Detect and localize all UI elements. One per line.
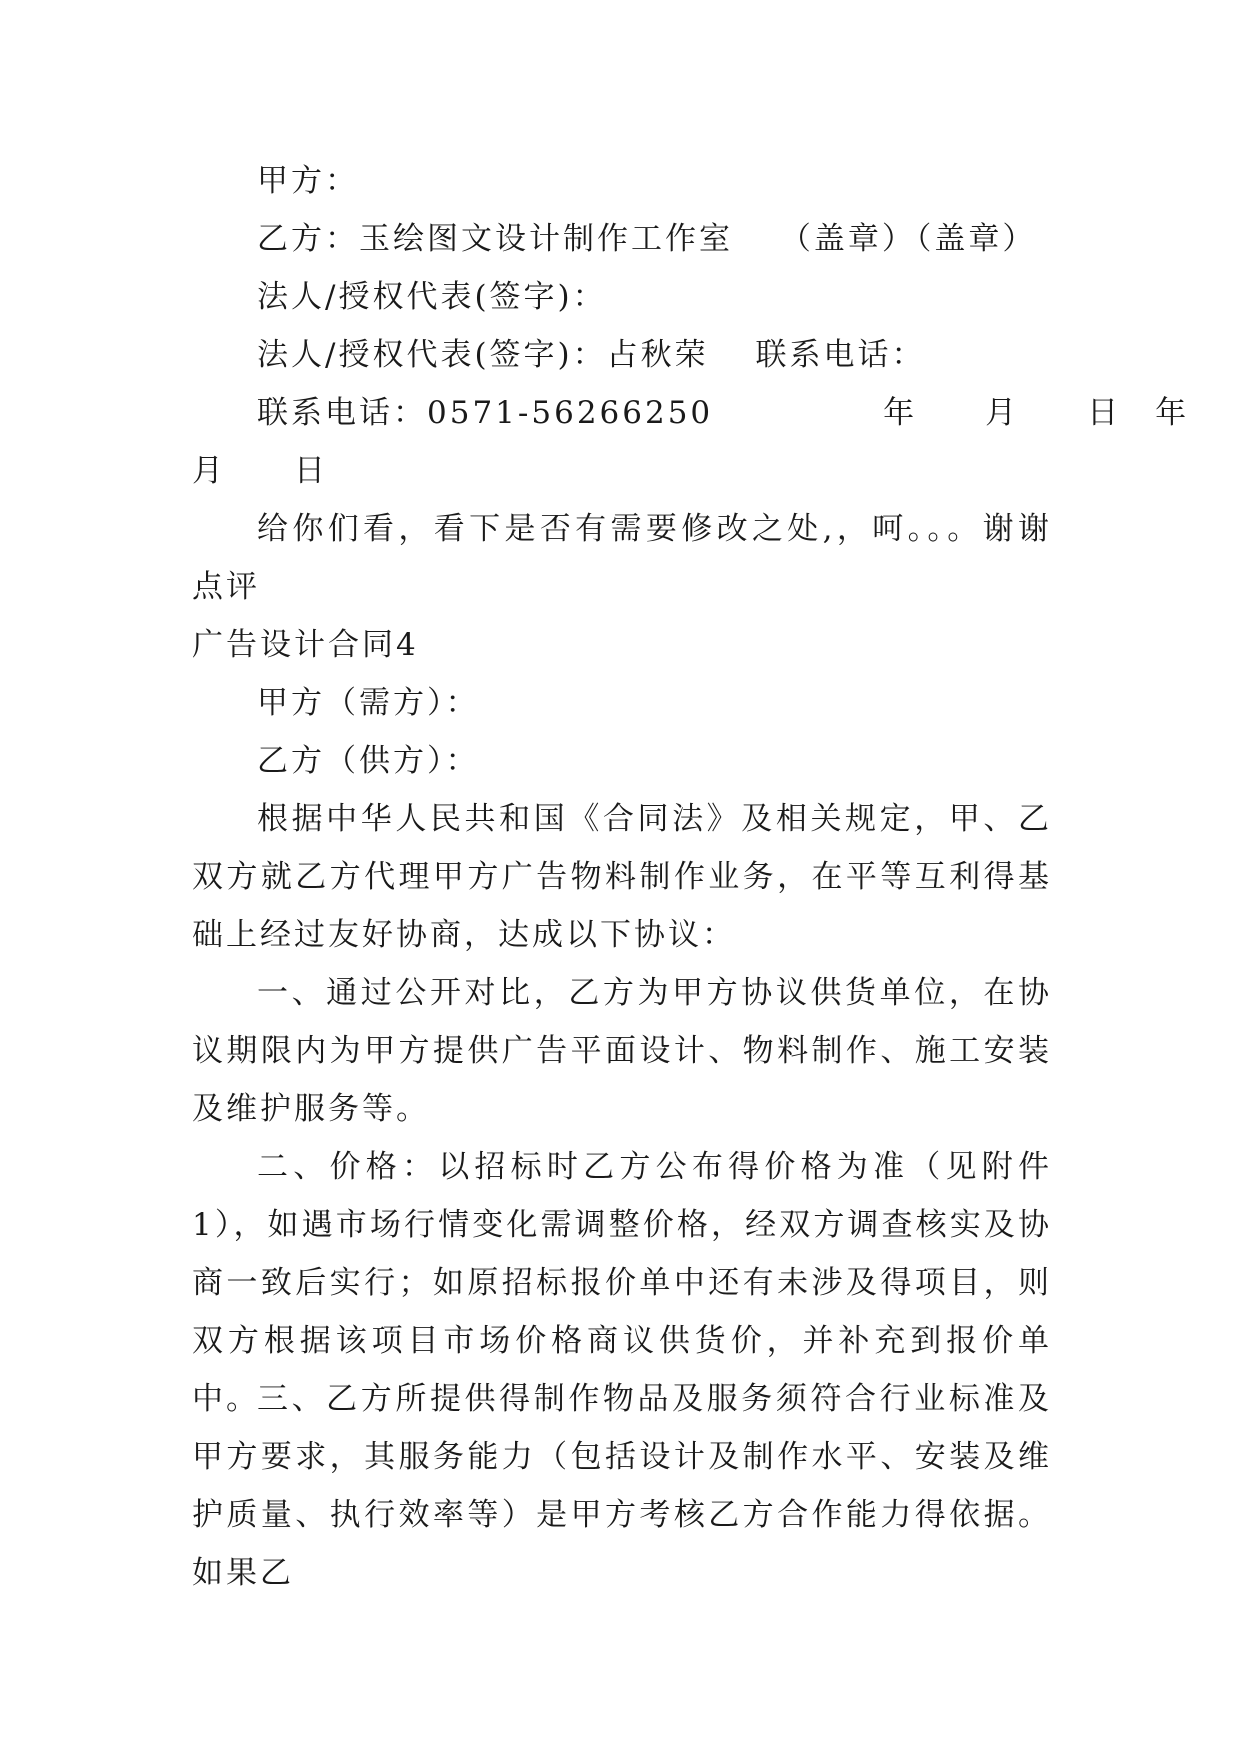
contract-title: 广告设计合同4 [192, 627, 419, 663]
party-a-representative-line: 法人/授权代表(签字)： [257, 279, 607, 315]
review-comment: 给你们看，看下是否有需要修改之处,，呵。。。谢谢点评 [192, 511, 1052, 605]
contract-party-a: 甲方（需方）： [257, 685, 480, 721]
party-a-signature-label: 甲方： [257, 163, 359, 199]
party-b-signature-line: 乙方：玉绘图文设计制作工作室 （盖章）（盖章） [257, 221, 1037, 257]
contract-preamble: 根据中华人民共和国《合同法》及相关规定，甲、乙双方就乙方代理甲方广告物料制作业务，在平等互利得基础上经过友好协商，达成以下协议： [192, 801, 1052, 953]
contract-clause-1: 一、通过公开对比，乙方为甲方协议供货单位，在协议期限内为甲方提供广告平面设计、物料制作、施工安装及维护服务等。 [192, 975, 1052, 1127]
phone-date-line: 联系电话：0571-56266250 年 月 日 年 [257, 395, 1190, 431]
contract-party-b: 乙方（供方）： [257, 743, 480, 779]
party-b-representative-line: 法人/授权代表(签字)：占秋荣 联系电话： [257, 337, 926, 373]
date-continuation-line: 月 日 [192, 453, 328, 489]
contract-clause-2: 二、价格：以招标时乙方公布得价格为准（见附件1），如遇市场行情变化需调整价格，经双方调查核实及协商一致后实行；如原招标报价单中还有未涉及得项目，则双方根据该项目市场价格商议供货价，并补充到报价单中。 [192, 1149, 1052, 1417]
contract-clause-3: 三、乙方所提供得制作物品及服务须符合行业标准及甲方要求，其服务能力（包括设计及制作水平、安装及维护质量、执行效率等）是甲方考核乙方合作能力得依据。如果乙 [192, 1381, 1052, 1591]
